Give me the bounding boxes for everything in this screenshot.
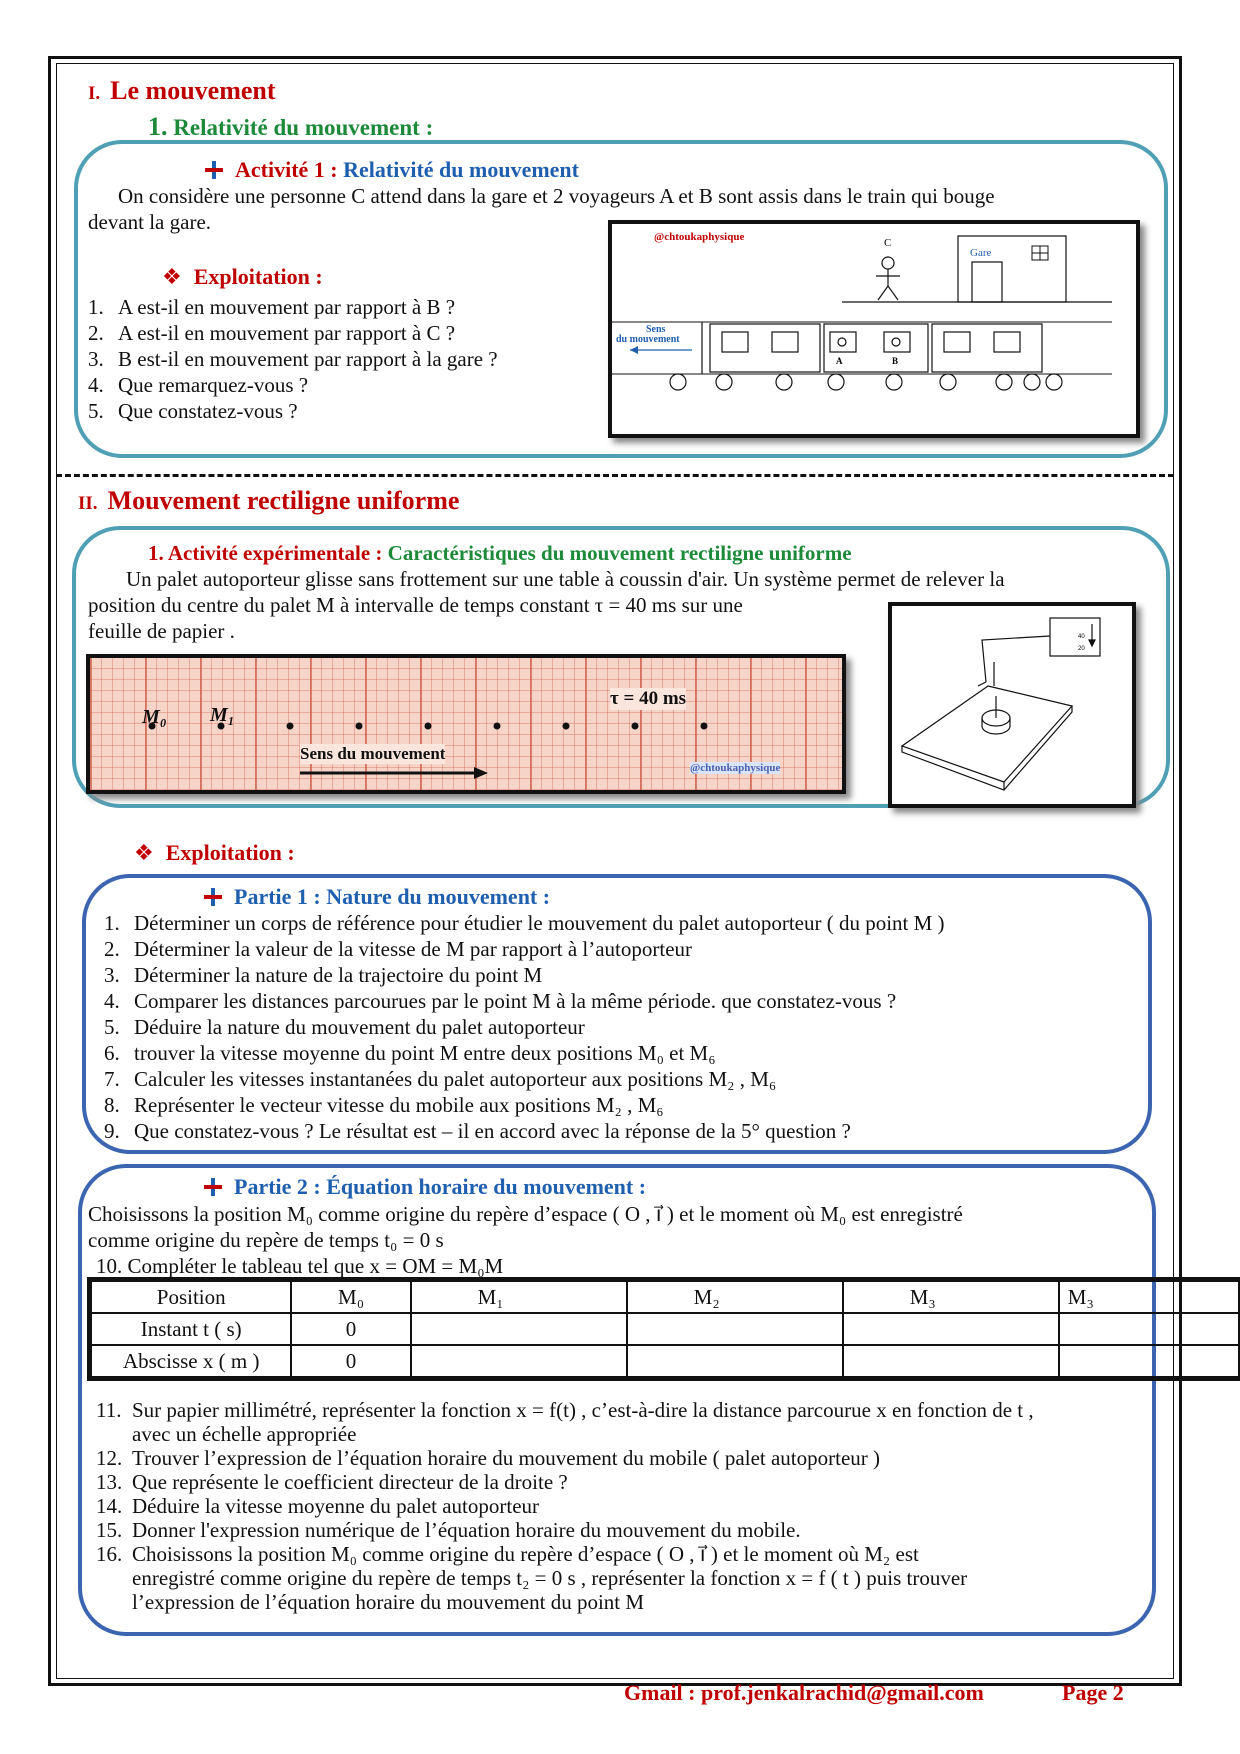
tau-label: τ = 40 ms — [610, 688, 687, 709]
list-item — [96, 1542, 1132, 1614]
table-header-cell: Position — [91, 1281, 291, 1313]
question-number: 2. — [104, 937, 120, 961]
activity2-title: Caractéristiques du mouvement rectiligne uniforme — [387, 541, 852, 565]
m0-label: M₀ — [142, 706, 167, 728]
b-label: B — [892, 356, 899, 366]
person-label: C — [884, 237, 892, 249]
table-cell: Abscisse x ( m ) — [91, 1345, 291, 1377]
train-figure — [608, 220, 1140, 438]
table-header-cell: M₀ — [291, 1281, 410, 1313]
sens-label-2: du mouvement — [616, 334, 680, 345]
table-cell: 0 — [291, 1313, 410, 1345]
table-header-cell: M₃ — [843, 1281, 1059, 1313]
tape-watermark: @chtoukaphysique — [690, 762, 781, 774]
data-table — [90, 1280, 1240, 1378]
table-cell — [411, 1345, 627, 1377]
gare-building — [958, 236, 1066, 302]
table-row — [91, 1313, 1239, 1345]
scale-40: 40 — [1078, 634, 1085, 640]
question-text: Comparer les distances parcourues par le point M à la même période. que constatez-vous ? — [134, 989, 897, 1013]
list-item: 2. A est-il en mouvement par rapport à C ? — [88, 321, 456, 345]
list-item — [96, 1470, 1132, 1494]
question-line: Sur papier millimétré, représenter la fonction x = f(t) , c’est-à-dire la distance parcourue x en fonction de t , — [132, 1398, 1034, 1422]
position-dot — [563, 723, 570, 730]
position-dot — [494, 723, 501, 730]
table-cell: 0 — [291, 1345, 410, 1377]
wagon-1 — [710, 324, 820, 372]
question-text: Représenter le vecteur vitesse du mobile aux positions M₂ , M₆ — [134, 1093, 664, 1117]
air-table-diagram — [892, 606, 1132, 804]
position-dot — [356, 723, 363, 730]
section2-heading — [78, 486, 459, 516]
list-item — [96, 1446, 1132, 1470]
list-item — [104, 910, 945, 936]
activity1-exploitation-label: Exploitation : — [193, 264, 323, 289]
question-text: B est-il en mouvement par rapport à la gare ? — [118, 347, 498, 371]
list-item: 1. A est-il en mouvement par rapport à B ? — [88, 295, 456, 319]
question-line: enregistré comme origine du repère de temps t₂ = 0 s , représenter la fonction x = f ( t ) puis trouver — [132, 1566, 968, 1590]
gare-label: Gare — [970, 247, 992, 259]
list-item — [96, 1518, 1132, 1542]
activity1-text-1: On considère une personne C attend dans la gare et 2 voyageurs A et B sont assis dans le train qui bouge — [118, 184, 995, 208]
question-number: 7. — [104, 1067, 120, 1091]
activity1-questions — [88, 294, 498, 424]
table-cell — [627, 1313, 843, 1345]
question-line: avec un échelle appropriée — [132, 1422, 357, 1446]
list-item — [104, 1040, 945, 1066]
activity1-heading — [205, 157, 579, 183]
table-cell — [1059, 1313, 1239, 1345]
list-item — [96, 1398, 1132, 1446]
table-cell — [843, 1345, 1059, 1377]
question-number: 12. — [96, 1446, 123, 1470]
question-number: 16. — [96, 1542, 123, 1566]
question-text: Que constatez-vous ? — [118, 399, 298, 423]
air-table — [902, 686, 1072, 782]
question-line: Choisissons la position M₀ comme origine du repère d’espace ( O , i⃗ ) et le moment où M₂ est — [132, 1542, 919, 1566]
exploitation2 — [134, 840, 295, 866]
exploitation2-label: Exploitation : — [165, 840, 295, 865]
arrow-right-icon — [300, 766, 490, 780]
activity2-text-2: position du centre du palet M à intervalle de temps constant τ = 40 ms sur une — [88, 593, 743, 617]
question-text: Déterminer la nature de la trajectoire du point M — [134, 963, 543, 987]
stick-person-icon — [876, 257, 900, 300]
table-row — [91, 1345, 1239, 1377]
question-line: l’expression de l’équation horaire du mouvement du point M — [132, 1590, 645, 1614]
list-item — [104, 988, 945, 1014]
list-item: 5. Que constatez-vous ? — [88, 399, 298, 423]
watermark-text: @chtoukaphysique — [654, 231, 745, 243]
list-item — [104, 936, 945, 962]
plus-bullet-icon — [204, 1178, 222, 1196]
question-number: 5. — [104, 1015, 120, 1039]
recording-tape — [86, 654, 846, 794]
question-text: Déterminer un corps de référence pour étudier le mouvement du palet autoporteur ( du point M ) — [134, 911, 945, 935]
question-number: 9. — [104, 1119, 120, 1143]
plus-bullet-icon — [205, 161, 223, 179]
question-line: Trouver l’expression de l’équation horaire du mouvement du mobile ( palet autoporteur ) — [132, 1446, 881, 1470]
question-line: Que représente le coefficient directeur de la droite ? — [132, 1470, 568, 1494]
activity1-label: Activité 1 : — [235, 157, 338, 182]
question-number: 11. — [96, 1398, 122, 1422]
footer-page: Page 2 — [1062, 1680, 1124, 1705]
list-item — [104, 1014, 945, 1040]
arrow-left-icon — [630, 346, 692, 354]
section2-title: Mouvement rectiligne uniforme — [107, 486, 460, 515]
wagon-3 — [932, 324, 1042, 372]
part2-questions — [96, 1398, 1132, 1614]
position-dot — [632, 723, 639, 730]
activity2-label: Activité expérimentale : — [167, 541, 383, 565]
list-item — [104, 1066, 945, 1092]
activity2-text-3: feuille de papier . — [88, 619, 235, 643]
activity1-title: Relativité du mouvement — [343, 157, 579, 182]
question-text: Calculer les vitesses instantanées du palet autoporteur aux positions M₂ , M₆ — [134, 1067, 777, 1091]
section1-num: I. — [88, 83, 101, 104]
wheels — [670, 374, 1062, 390]
question-text: Déterminer la valeur de la vitesse de M par rapport à l’autoporteur — [134, 937, 693, 961]
question-number: 15. — [96, 1518, 123, 1542]
a-label: A — [836, 356, 843, 366]
table-header-row — [91, 1281, 1239, 1313]
part1-heading — [204, 884, 550, 910]
list-item: 4. Que remarquez-vous ? — [88, 373, 309, 397]
table-cell — [627, 1345, 843, 1377]
sens-label: Sens — [646, 324, 666, 335]
position-dot — [287, 723, 294, 730]
question-number: 4. — [104, 989, 120, 1013]
question-number: 3. — [104, 963, 120, 987]
question-number: 14. — [96, 1494, 123, 1518]
m1-label: M₁ — [210, 704, 235, 726]
list-item — [104, 1092, 945, 1118]
question-text: trouver la vitesse moyenne du point M entre deux positions M₀ et M₆ — [134, 1041, 716, 1065]
part2-q10: 10. Compléter le tableau tel que x = OM = M₀M — [96, 1254, 504, 1278]
question-number: 1. — [104, 911, 120, 935]
list-item — [96, 1494, 1132, 1518]
train-diagram — [612, 224, 1136, 434]
section1-sub-num: 1. — [148, 112, 168, 141]
table-cell — [411, 1313, 627, 1345]
position-dot — [425, 723, 432, 730]
question-text: Déduire la nature du mouvement du palet autoporteur — [134, 1015, 585, 1039]
table-header-cell: M₃ — [1059, 1281, 1239, 1313]
part1-questions — [104, 910, 945, 1144]
activity2-heading — [148, 540, 852, 566]
list-item — [104, 1118, 945, 1144]
scale-20: 20 — [1078, 646, 1085, 652]
diamond-bullet-icon: ❖ — [134, 840, 154, 865]
question-line: Donner l'expression numérique de l’équation horaire du mouvement du mobile. — [132, 1518, 801, 1542]
part2-title: Partie 2 : Équation horaire du mouvement : — [234, 1174, 647, 1199]
table-cell — [843, 1313, 1059, 1345]
plus-bullet-icon — [204, 888, 222, 906]
table-cell: Instant t ( s) — [91, 1313, 291, 1345]
activity2-text-1: Un palet autoporteur glisse sans frottement sur une table à coussin d'air. Un système permet de relever la — [126, 567, 1005, 591]
question-text: A est-il en mouvement par rapport à B ? — [118, 295, 456, 319]
diamond-bullet-icon: ❖ — [162, 264, 182, 289]
window-icon — [1032, 246, 1048, 260]
section1-heading — [88, 76, 276, 106]
position-dot — [701, 723, 708, 730]
question-text: A est-il en mouvement par rapport à C ? — [118, 321, 456, 345]
footer-gmail: Gmail : prof.jenkalrachid@gmail.com — [624, 1680, 984, 1705]
question-number: 13. — [96, 1470, 123, 1494]
section2-num: II. — [78, 493, 98, 514]
part2-intro-1: Choisissons la position M₀ comme origine du repère d’espace ( O , i⃗ ) et le moment où M₀ est enregistré — [88, 1202, 963, 1226]
question-text: Que constatez-vous ? Le résultat est – il en accord avec la réponse de la 5° question ? — [134, 1119, 851, 1143]
table-header-cell: M₂ — [627, 1281, 843, 1313]
table-header-cell: M₁ — [411, 1281, 627, 1313]
list-item — [104, 962, 945, 988]
list-item: 3. B est-il en mouvement par rapport à la gare ? — [88, 347, 498, 371]
table-cell — [1059, 1345, 1239, 1377]
section1-subheading — [148, 112, 433, 142]
question-text: Que remarquez-vous ? — [118, 373, 309, 397]
activity1-text-2: devant la gare. — [88, 210, 212, 234]
sens-mouvement-label: Sens du mouvement — [300, 744, 446, 763]
section1-sub-title: Relativité du mouvement : — [173, 115, 434, 140]
question-line: Déduire la vitesse moyenne du palet autoporteur — [132, 1494, 540, 1518]
activity2-num: 1. — [148, 541, 164, 565]
part2-intro-2: comme origine du repère de temps t₀ = 0 s — [88, 1228, 444, 1252]
part1-title: Partie 1 : Nature du mouvement : — [234, 884, 551, 909]
section1-title: Le mouvement — [110, 76, 276, 105]
apparatus-figure — [888, 602, 1136, 808]
part2-heading — [204, 1174, 646, 1200]
question-number: 6. — [104, 1041, 120, 1065]
question-number: 8. — [104, 1093, 120, 1117]
section-divider — [56, 474, 1174, 477]
activity1-exploitation — [162, 264, 323, 290]
